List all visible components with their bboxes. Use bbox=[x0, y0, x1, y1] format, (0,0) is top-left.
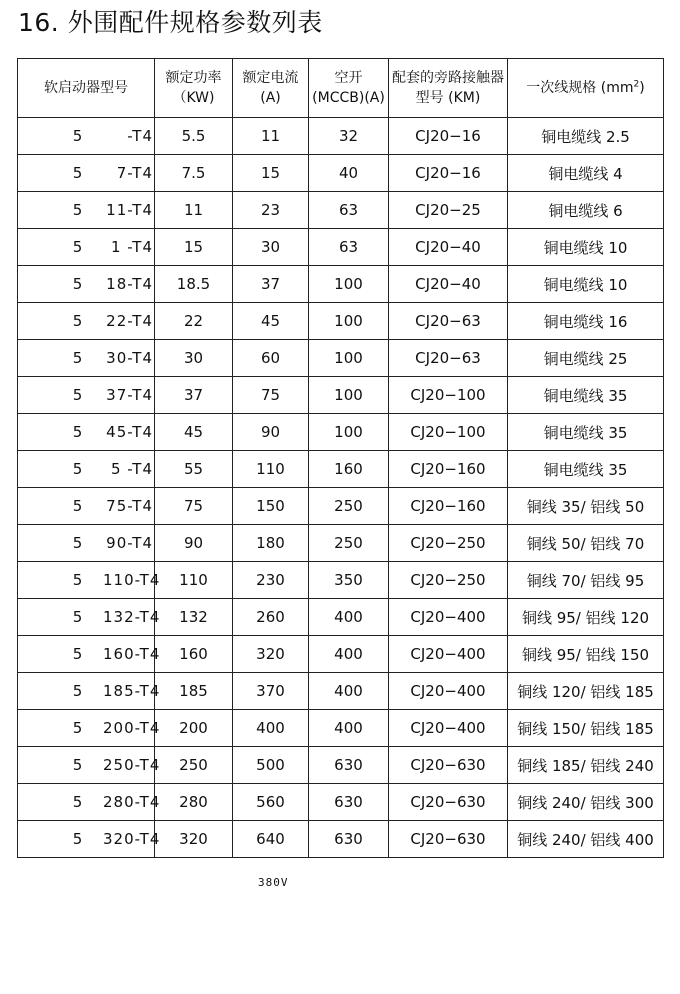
cell-contactor: CJ20−400 bbox=[389, 710, 508, 747]
model-prefix: 5 bbox=[72, 497, 84, 515]
cell-model bbox=[18, 747, 161, 784]
cell-power: 110 bbox=[155, 562, 233, 599]
header-cable-close: ) bbox=[639, 80, 645, 96]
header-cable-sup: 2 bbox=[633, 79, 640, 90]
model-prefix: 5 bbox=[72, 608, 84, 626]
table-row bbox=[18, 747, 664, 784]
table-row bbox=[18, 599, 664, 636]
cell-power: 160 bbox=[155, 636, 233, 673]
model-suffix: 280-T4 bbox=[103, 793, 161, 811]
cell-model bbox=[18, 377, 155, 414]
cell-power: 5.5 bbox=[155, 118, 233, 155]
cell-breaker: 40 bbox=[309, 155, 389, 192]
model-suffix: 90-T4 bbox=[106, 534, 153, 552]
cell-model bbox=[18, 451, 155, 488]
cell-model bbox=[18, 414, 155, 451]
cell-cable: 铜线 240/ 铝线 300 bbox=[508, 784, 664, 821]
cell-power: 7.5 bbox=[155, 155, 233, 192]
cell-power: 90 bbox=[155, 525, 233, 562]
cell-breaker: 400 bbox=[309, 599, 389, 636]
header-cable-text: 一次线规格 (mm bbox=[526, 80, 634, 96]
cell-model bbox=[18, 562, 161, 599]
cell-current: 180 bbox=[233, 525, 309, 562]
cell-cable: 铜线 50/ 铝线 70 bbox=[508, 525, 664, 562]
cell-contactor: CJ20−63 bbox=[389, 340, 508, 377]
model-suffix: 18-T4 bbox=[106, 275, 153, 293]
cell-power: 45 bbox=[155, 414, 233, 451]
cell-current: 400 bbox=[233, 710, 309, 747]
cell-contactor: CJ20−100 bbox=[389, 377, 508, 414]
cell-current: 90 bbox=[233, 414, 309, 451]
table-row bbox=[18, 414, 664, 451]
model-prefix: 5 bbox=[72, 534, 84, 552]
cell-power: 75 bbox=[155, 488, 233, 525]
model-prefix: 5 bbox=[72, 127, 84, 145]
cell-cable: 铜电缆线 25 bbox=[508, 340, 664, 377]
model-suffix: 22-T4 bbox=[106, 312, 153, 330]
model-prefix: 5 bbox=[72, 645, 84, 663]
cell-breaker: 400 bbox=[309, 636, 389, 673]
cell-cable: 铜电缆线 10 bbox=[508, 266, 664, 303]
cell-cable: 铜电缆线 35 bbox=[508, 377, 664, 414]
cell-power: 15 bbox=[155, 229, 233, 266]
model-prefix: 5 bbox=[72, 793, 84, 811]
model-prefix: 5 bbox=[72, 275, 84, 293]
cell-model bbox=[18, 118, 155, 155]
cell-power: 22 bbox=[155, 303, 233, 340]
cell-cable: 铜线 70/ 铝线 95 bbox=[508, 562, 664, 599]
model-prefix: 5 bbox=[72, 423, 84, 441]
cell-contactor: CJ20−40 bbox=[389, 266, 508, 303]
cell-cable: 铜线 35/ 铝线 50 bbox=[508, 488, 664, 525]
cell-cable: 铜电缆线 10 bbox=[508, 229, 664, 266]
cell-current: 23 bbox=[233, 192, 309, 229]
cell-model bbox=[18, 673, 161, 710]
model-prefix: 5 bbox=[72, 238, 84, 256]
cell-model bbox=[18, 303, 155, 340]
cell-model bbox=[18, 525, 155, 562]
header-current: 额定电流(A) bbox=[233, 59, 309, 118]
table-row bbox=[18, 229, 664, 266]
cell-cable: 铜线 185/ 铝线 240 bbox=[508, 747, 664, 784]
cell-model bbox=[18, 488, 155, 525]
model-prefix: 5 bbox=[72, 756, 84, 774]
cell-current: 230 bbox=[233, 562, 309, 599]
model-suffix: 110-T4 bbox=[103, 571, 161, 589]
model-suffix: 45-T4 bbox=[106, 423, 153, 441]
cell-breaker: 400 bbox=[309, 710, 389, 747]
cell-contactor: CJ20−16 bbox=[389, 118, 508, 155]
cell-contactor: CJ20−250 bbox=[389, 525, 508, 562]
cell-contactor: CJ20−16 bbox=[389, 155, 508, 192]
model-suffix: 320-T4 bbox=[103, 830, 161, 848]
model-suffix: 1 -T4 bbox=[110, 238, 153, 256]
cell-contactor: CJ20−400 bbox=[389, 673, 508, 710]
cell-model bbox=[18, 155, 155, 192]
table-row bbox=[18, 340, 664, 377]
table-row bbox=[18, 562, 664, 599]
cell-power: 250 bbox=[155, 747, 233, 784]
cell-model bbox=[18, 599, 161, 636]
cell-current: 370 bbox=[233, 673, 309, 710]
table-row bbox=[18, 525, 664, 562]
cell-current: 560 bbox=[233, 784, 309, 821]
model-suffix: 250-T4 bbox=[103, 756, 161, 774]
header-model: 软启动器型号 bbox=[18, 59, 155, 118]
cell-current: 75 bbox=[233, 377, 309, 414]
header-power: 额定功率（KW) bbox=[155, 59, 233, 118]
table-row bbox=[18, 710, 664, 747]
cell-contactor: CJ20−630 bbox=[389, 747, 508, 784]
cell-cable: 铜电缆线 35 bbox=[508, 451, 664, 488]
model-suffix: 75-T4 bbox=[106, 497, 153, 515]
cell-breaker: 630 bbox=[309, 784, 389, 821]
table-row bbox=[18, 155, 664, 192]
cell-power: 185 bbox=[155, 673, 233, 710]
cell-current: 500 bbox=[233, 747, 309, 784]
cell-breaker: 630 bbox=[309, 747, 389, 784]
table-row bbox=[18, 784, 664, 821]
model-prefix: 5 bbox=[72, 571, 84, 589]
cell-breaker: 100 bbox=[309, 303, 389, 340]
page-title: 16. 外围配件规格参数列表 bbox=[18, 8, 323, 37]
cell-breaker: 400 bbox=[309, 673, 389, 710]
cell-breaker: 250 bbox=[309, 488, 389, 525]
cell-cable: 铜线 95/ 铝线 150 bbox=[508, 636, 664, 673]
header-cable bbox=[508, 59, 664, 118]
cell-model bbox=[18, 192, 155, 229]
cell-contactor: CJ20−400 bbox=[389, 599, 508, 636]
cell-cable: 铜线 95/ 铝线 120 bbox=[508, 599, 664, 636]
cell-power: 37 bbox=[155, 377, 233, 414]
cell-breaker: 160 bbox=[309, 451, 389, 488]
cell-power: 55 bbox=[155, 451, 233, 488]
model-suffix: 30-T4 bbox=[106, 349, 153, 367]
model-prefix: 5 bbox=[72, 386, 84, 404]
table-row bbox=[18, 821, 664, 858]
cell-contactor: CJ20−160 bbox=[389, 488, 508, 525]
table-row bbox=[18, 266, 664, 303]
cell-current: 11 bbox=[233, 118, 309, 155]
cell-model bbox=[18, 636, 161, 673]
cell-model bbox=[18, 340, 155, 377]
cell-model bbox=[18, 266, 155, 303]
cell-breaker: 350 bbox=[309, 562, 389, 599]
cell-power: 132 bbox=[155, 599, 233, 636]
cell-breaker: 100 bbox=[309, 340, 389, 377]
model-suffix: 11-T4 bbox=[106, 201, 153, 219]
voltage-note: 380V bbox=[258, 876, 289, 889]
cell-model bbox=[18, 821, 161, 858]
cell-current: 30 bbox=[233, 229, 309, 266]
cell-cable: 铜电缆线 6 bbox=[508, 192, 664, 229]
model-suffix: 5 -T4 bbox=[110, 460, 153, 478]
cell-contactor: CJ20−160 bbox=[389, 451, 508, 488]
model-suffix: 160-T4 bbox=[103, 645, 161, 663]
cell-contactor: CJ20−63 bbox=[389, 303, 508, 340]
model-prefix: 5 bbox=[72, 830, 84, 848]
cell-contactor: CJ20−250 bbox=[389, 562, 508, 599]
cell-contactor: CJ20−40 bbox=[389, 229, 508, 266]
spec-table bbox=[17, 58, 664, 858]
cell-contactor: CJ20−630 bbox=[389, 821, 508, 858]
cell-current: 37 bbox=[233, 266, 309, 303]
model-prefix: 5 bbox=[72, 312, 84, 330]
cell-power: 280 bbox=[155, 784, 233, 821]
cell-contactor: CJ20−630 bbox=[389, 784, 508, 821]
table-row bbox=[18, 451, 664, 488]
table-row bbox=[18, 488, 664, 525]
cell-current: 150 bbox=[233, 488, 309, 525]
cell-breaker: 250 bbox=[309, 525, 389, 562]
cell-contactor: CJ20−400 bbox=[389, 636, 508, 673]
cell-power: 320 bbox=[155, 821, 233, 858]
cell-breaker: 63 bbox=[309, 192, 389, 229]
cell-current: 110 bbox=[233, 451, 309, 488]
model-suffix: 37-T4 bbox=[106, 386, 153, 404]
cell-cable: 铜电缆线 35 bbox=[508, 414, 664, 451]
cell-current: 60 bbox=[233, 340, 309, 377]
table-row bbox=[18, 303, 664, 340]
table-row bbox=[18, 377, 664, 414]
table-row bbox=[18, 118, 664, 155]
cell-cable: 铜线 120/ 铝线 185 bbox=[508, 673, 664, 710]
model-prefix: 5 bbox=[72, 164, 84, 182]
cell-cable: 铜电缆线 16 bbox=[508, 303, 664, 340]
model-prefix: 5 bbox=[72, 201, 84, 219]
cell-cable: 铜线 240/ 铝线 400 bbox=[508, 821, 664, 858]
cell-current: 45 bbox=[233, 303, 309, 340]
cell-cable: 铜电缆线 2.5 bbox=[508, 118, 664, 155]
model-prefix: 5 bbox=[72, 460, 84, 478]
table-row bbox=[18, 636, 664, 673]
cell-contactor: CJ20−100 bbox=[389, 414, 508, 451]
model-suffix: 185-T4 bbox=[103, 682, 161, 700]
model-prefix: 5 bbox=[72, 682, 84, 700]
cell-power: 30 bbox=[155, 340, 233, 377]
cell-contactor: CJ20−25 bbox=[389, 192, 508, 229]
cell-power: 200 bbox=[155, 710, 233, 747]
cell-power: 11 bbox=[155, 192, 233, 229]
header-breaker: 空开(MCCB)(A) bbox=[309, 59, 389, 118]
cell-model bbox=[18, 229, 155, 266]
cell-current: 320 bbox=[233, 636, 309, 673]
cell-breaker: 100 bbox=[309, 414, 389, 451]
model-prefix: 5 bbox=[72, 719, 84, 737]
cell-breaker: 63 bbox=[309, 229, 389, 266]
cell-current: 260 bbox=[233, 599, 309, 636]
model-suffix: -T4 bbox=[127, 127, 153, 145]
cell-breaker: 100 bbox=[309, 266, 389, 303]
table-row bbox=[18, 673, 664, 710]
cell-breaker: 100 bbox=[309, 377, 389, 414]
model-suffix: 200-T4 bbox=[103, 719, 161, 737]
model-suffix: 132-T4 bbox=[103, 608, 161, 626]
cell-breaker: 32 bbox=[309, 118, 389, 155]
cell-current: 640 bbox=[233, 821, 309, 858]
cell-model bbox=[18, 784, 161, 821]
model-prefix: 5 bbox=[72, 349, 84, 367]
model-suffix: 7-T4 bbox=[116, 164, 153, 182]
cell-cable: 铜线 150/ 铝线 185 bbox=[508, 710, 664, 747]
cell-power: 18.5 bbox=[155, 266, 233, 303]
table-header-row bbox=[18, 59, 664, 118]
cell-current: 15 bbox=[233, 155, 309, 192]
cell-model bbox=[18, 710, 161, 747]
header-contactor: 配套的旁路接触器型号 (KM) bbox=[389, 59, 508, 118]
cell-cable: 铜电缆线 4 bbox=[508, 155, 664, 192]
cell-breaker: 630 bbox=[309, 821, 389, 858]
table-row bbox=[18, 192, 664, 229]
